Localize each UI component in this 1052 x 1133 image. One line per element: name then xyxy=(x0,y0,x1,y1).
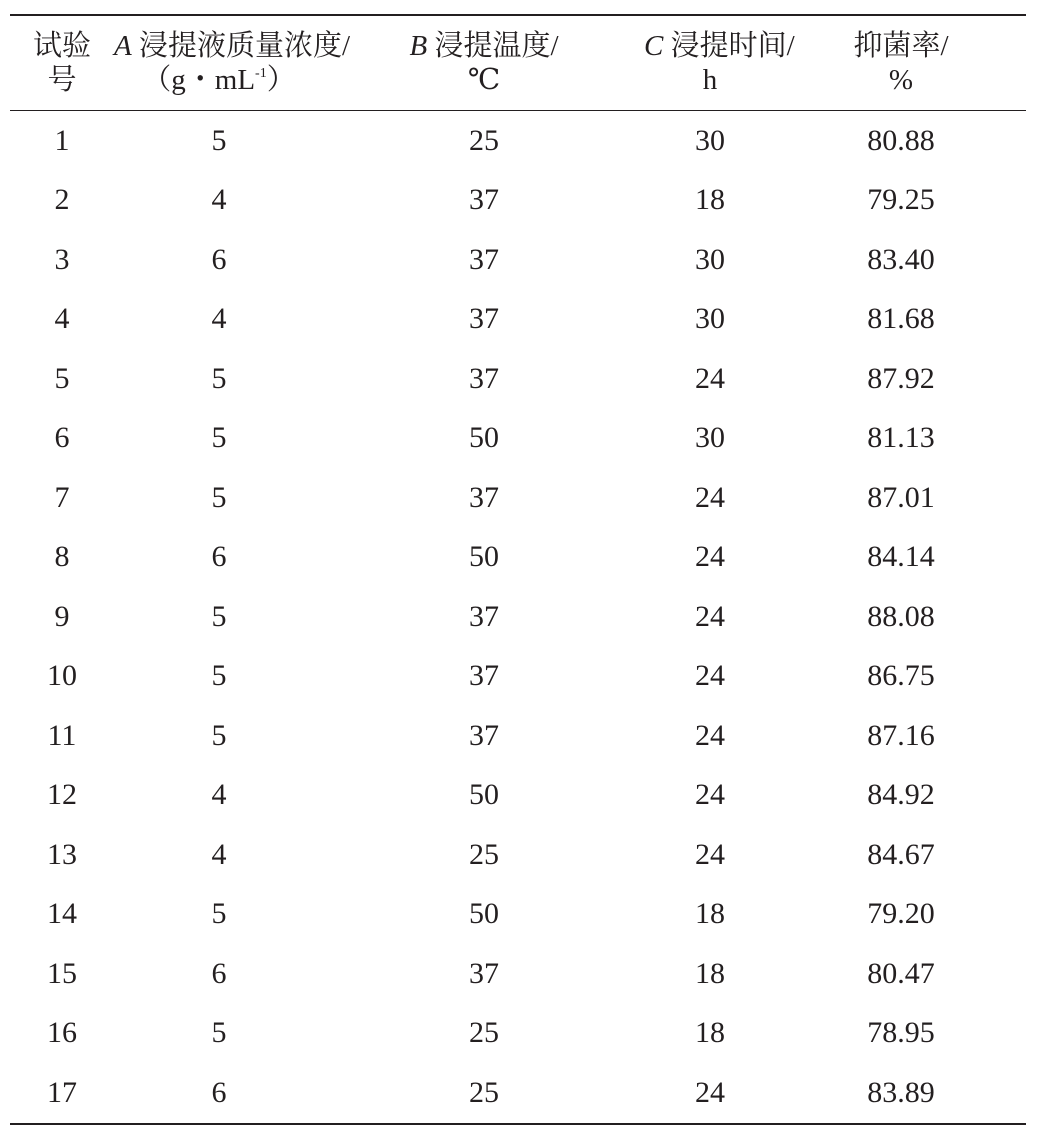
header-factor-c-variable: C xyxy=(644,30,664,62)
cell-trial-number: 1 xyxy=(54,123,70,157)
table-row xyxy=(10,409,1026,469)
header-factor-c-unit: h xyxy=(702,64,718,96)
cell-inhibition-rate: 78.95 xyxy=(867,1016,935,1050)
table-row xyxy=(10,1004,1026,1064)
cell-factor-b: 37 xyxy=(469,361,499,395)
cell-factor-b: 37 xyxy=(469,183,499,217)
header-factor-b-unit: ℃ xyxy=(467,64,501,96)
cell-factor-c: 24 xyxy=(695,480,725,514)
cell-inhibition-rate: 88.08 xyxy=(867,599,935,633)
header-factor-a-unit-close: ） xyxy=(266,64,296,96)
cell-factor-b: 25 xyxy=(469,1016,499,1050)
cell-inhibition-rate: 84.67 xyxy=(867,837,935,871)
table-row xyxy=(10,171,1026,231)
cell-trial-number: 2 xyxy=(54,183,70,217)
cell-factor-b: 37 xyxy=(469,659,499,693)
cell-trial-number: 5 xyxy=(54,361,70,395)
cell-factor-c: 24 xyxy=(695,540,725,574)
cell-inhibition-rate: 87.01 xyxy=(867,480,935,514)
cell-inhibition-rate: 84.14 xyxy=(867,540,935,574)
header-row xyxy=(10,15,1026,111)
cell-factor-a: 5 xyxy=(211,599,227,633)
header-factor-c-line1 xyxy=(644,29,795,63)
cell-factor-a: 4 xyxy=(211,302,227,336)
cell-factor-c: 18 xyxy=(695,956,725,990)
cell-trial-number: 15 xyxy=(47,956,77,990)
header-inhibition-rate xyxy=(776,15,1026,111)
cell-factor-c: 24 xyxy=(695,659,725,693)
cell-trial-number: 17 xyxy=(47,1075,77,1109)
table-row xyxy=(10,349,1026,409)
cell-inhibition-rate: 83.40 xyxy=(867,242,935,276)
cell-factor-b: 50 xyxy=(469,421,499,455)
cell-trial-number: 6 xyxy=(54,421,70,455)
cell-trial-number: 13 xyxy=(47,837,77,871)
table-row xyxy=(10,230,1026,290)
cell-trial-number: 14 xyxy=(47,897,77,931)
cell-inhibition-rate: 81.13 xyxy=(867,421,935,455)
header-factor-a-unit-exponent: -1 xyxy=(255,66,267,81)
cell-factor-c: 24 xyxy=(695,718,725,752)
cell-inhibition-rate: 87.92 xyxy=(867,361,935,395)
header-factor-a xyxy=(114,15,351,111)
table-row xyxy=(10,944,1026,1004)
cell-factor-c: 24 xyxy=(695,1075,725,1109)
header-inhibition-title: 抑菌率/ xyxy=(853,30,949,62)
table-row xyxy=(10,706,1026,766)
cell-factor-b: 37 xyxy=(469,302,499,336)
table-row xyxy=(10,111,1026,171)
header-trial-line1: 试验 xyxy=(32,30,91,62)
cell-factor-a: 6 xyxy=(211,242,227,276)
table-row xyxy=(10,825,1026,885)
table-row xyxy=(10,647,1026,707)
table-row xyxy=(10,1063,1026,1124)
cell-trial-number: 10 xyxy=(47,659,77,693)
header-factor-a-line1 xyxy=(114,29,351,63)
cell-factor-a: 6 xyxy=(211,540,227,574)
table-row xyxy=(10,885,1026,945)
cell-inhibition-rate: 87.16 xyxy=(867,718,935,752)
table-row xyxy=(10,528,1026,588)
cell-factor-b: 50 xyxy=(469,778,499,812)
cell-trial-number: 9 xyxy=(54,599,70,633)
cell-factor-a: 4 xyxy=(211,183,227,217)
cell-factor-b: 37 xyxy=(469,480,499,514)
cell-factor-a: 5 xyxy=(211,123,227,157)
header-trial-number xyxy=(10,15,114,111)
header-factor-a-variable: A xyxy=(114,30,132,62)
cell-trial-number: 16 xyxy=(47,1016,77,1050)
cell-inhibition-rate: 80.47 xyxy=(867,956,935,990)
table-header xyxy=(10,15,1026,111)
cell-factor-a: 5 xyxy=(211,421,227,455)
cell-factor-a: 5 xyxy=(211,659,227,693)
cell-factor-b: 50 xyxy=(469,540,499,574)
cell-factor-c: 24 xyxy=(695,837,725,871)
cell-factor-c: 18 xyxy=(695,183,725,217)
header-factor-b-variable: B xyxy=(409,30,428,62)
orthogonal-test-table-container xyxy=(10,14,1026,1125)
cell-factor-c: 30 xyxy=(695,421,725,455)
orthogonal-test-table xyxy=(10,14,1026,1125)
header-inhibition-unit: % xyxy=(888,64,914,96)
cell-trial-number: 12 xyxy=(47,778,77,812)
cell-factor-a: 6 xyxy=(211,1075,227,1109)
table-row xyxy=(10,290,1026,350)
table-row xyxy=(10,766,1026,826)
cell-factor-c: 18 xyxy=(695,897,725,931)
cell-factor-b: 25 xyxy=(469,837,499,871)
header-factor-c-title: 浸提时间/ xyxy=(663,30,795,62)
header-factor-a-line2 xyxy=(114,63,324,97)
cell-factor-c: 30 xyxy=(695,302,725,336)
cell-factor-c: 24 xyxy=(695,599,725,633)
table-body xyxy=(10,111,1026,1124)
cell-factor-a: 5 xyxy=(211,361,227,395)
cell-factor-a: 5 xyxy=(211,897,227,931)
cell-factor-a: 6 xyxy=(211,956,227,990)
cell-trial-number: 4 xyxy=(54,302,70,336)
cell-factor-a: 4 xyxy=(211,778,227,812)
cell-inhibition-rate: 83.89 xyxy=(867,1075,935,1109)
cell-factor-b: 50 xyxy=(469,897,499,931)
header-factor-a-title: 浸提液质量浓度/ xyxy=(131,30,351,62)
cell-inhibition-rate: 86.75 xyxy=(867,659,935,693)
header-factor-b xyxy=(324,15,644,111)
cell-factor-b: 37 xyxy=(469,718,499,752)
header-trial-line2: 号 xyxy=(47,64,77,96)
cell-inhibition-rate: 84.92 xyxy=(867,778,935,812)
cell-factor-b: 25 xyxy=(469,123,499,157)
header-factor-b-title: 浸提温度/ xyxy=(427,30,559,62)
cell-factor-b: 37 xyxy=(469,242,499,276)
cell-factor-a: 5 xyxy=(211,1016,227,1050)
cell-inhibition-rate: 79.20 xyxy=(867,897,935,931)
header-factor-a-unit: （g・mL xyxy=(142,64,256,96)
cell-inhibition-rate: 81.68 xyxy=(867,302,935,336)
cell-trial-number: 3 xyxy=(54,242,70,276)
cell-factor-c: 30 xyxy=(695,242,725,276)
cell-trial-number: 8 xyxy=(54,540,70,574)
table-row xyxy=(10,468,1026,528)
header-factor-b-line1 xyxy=(324,29,644,63)
cell-factor-c: 24 xyxy=(695,361,725,395)
cell-inhibition-rate: 80.88 xyxy=(867,123,935,157)
cell-factor-a: 5 xyxy=(211,480,227,514)
cell-factor-c: 30 xyxy=(695,123,725,157)
cell-inhibition-rate: 79.25 xyxy=(867,183,935,217)
cell-factor-b: 25 xyxy=(469,1075,499,1109)
cell-trial-number: 7 xyxy=(54,480,70,514)
cell-factor-a: 4 xyxy=(211,837,227,871)
header-factor-c xyxy=(644,15,795,111)
cell-factor-c: 24 xyxy=(695,778,725,812)
cell-factor-c: 18 xyxy=(695,1016,725,1050)
cell-trial-number: 11 xyxy=(47,718,77,752)
cell-factor-b: 37 xyxy=(469,599,499,633)
table-row xyxy=(10,587,1026,647)
cell-factor-b: 37 xyxy=(469,956,499,990)
cell-factor-a: 5 xyxy=(211,718,227,752)
